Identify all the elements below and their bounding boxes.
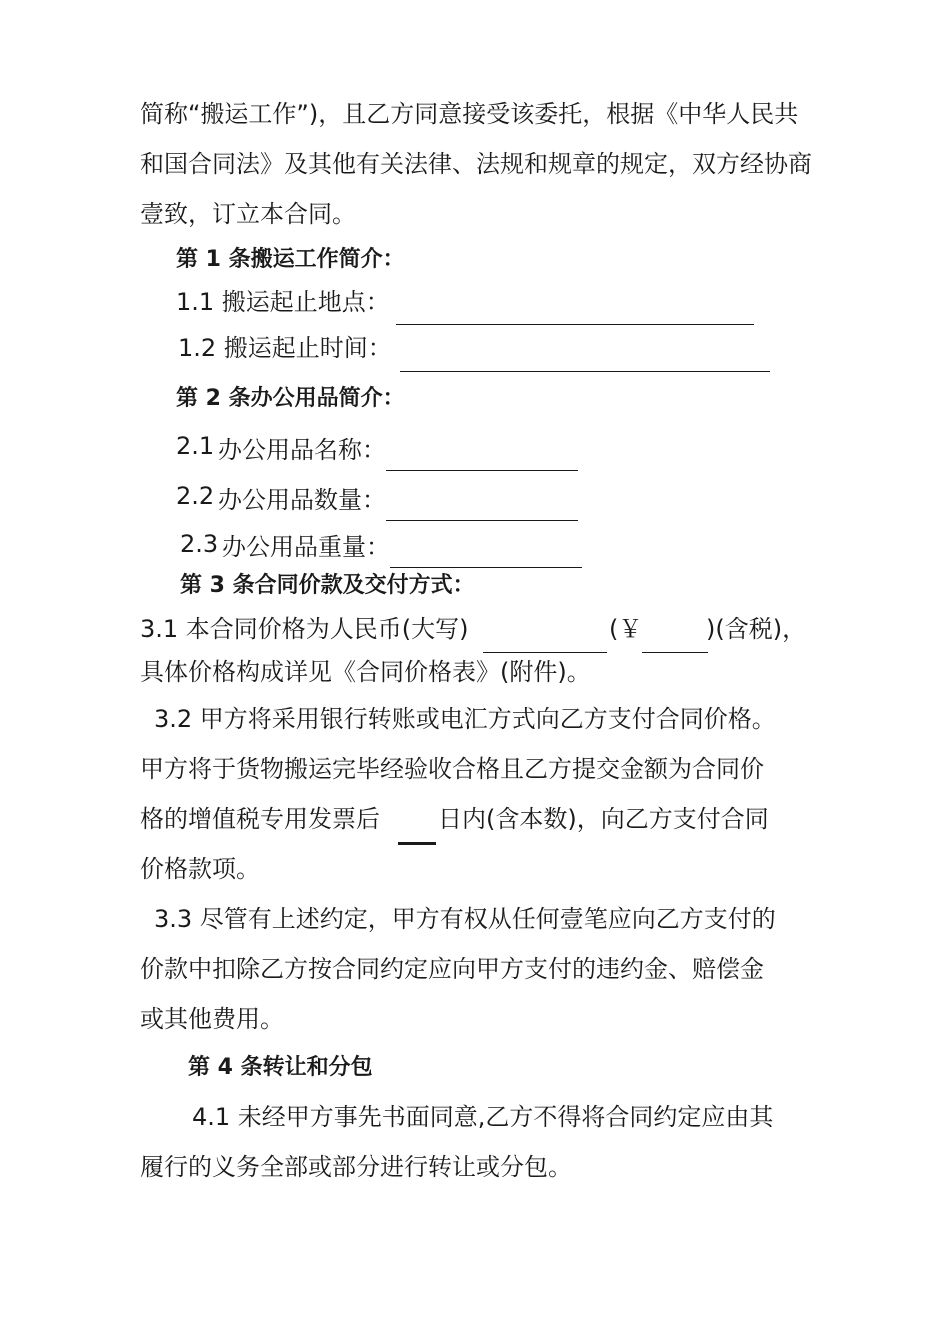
article-3-heading: 第 3 条合同价款及交付方式： (180, 573, 475, 598)
article-2-heading: 第 2 条办公用品简介： (176, 386, 405, 411)
deduction-clause-line-1: 3.3 尽管有上述约定，甲方有权从任何壹笔应向乙方支付的 (154, 905, 776, 933)
deduction-clause-line-2: 价款中扣除乙方按合同约定应向甲方支付的违约金、赔偿金 (140, 955, 764, 983)
article-1-item-2: 1.2 搬运起止时间： (178, 334, 392, 362)
article-2-item-2-number: 2.2 (176, 482, 215, 510)
blank-line-location (396, 324, 754, 325)
transfer-clause-line-2: 履行的义务全部或部分进行转让或分包。 (140, 1153, 572, 1181)
blank-line-time (400, 371, 770, 372)
price-clause-part-3: )(含税)， (706, 615, 807, 643)
article-2-item-1-label: 办公用品名称： (218, 436, 386, 464)
blank-line-weight (390, 567, 582, 568)
payment-clause-line-1: 3.2 甲方将采用银行转账或电汇方式向乙方支付合同价格。 (154, 705, 776, 733)
blank-line-quantity (386, 520, 578, 521)
article-4-heading: 第 4 条转让和分包 (188, 1055, 373, 1080)
intro-line-2: 和国合同法》及其他有关法律、法规和规章的规定，双方经协商 (140, 150, 812, 178)
price-clause-part-1: 3.1 本合同价格为人民币(大写) (140, 615, 469, 643)
blank-line-days (398, 842, 436, 845)
deduction-clause-line-3: 或其他费用。 (140, 1005, 284, 1033)
intro-line-3: 壹致，订立本合同。 (140, 200, 356, 228)
article-2-item-1-number: 2.1 (176, 432, 215, 460)
blank-line-price-figure (642, 652, 708, 653)
article-1-item-1: 1.1 搬运起止地点： (176, 288, 390, 316)
payment-clause-line-3a: 格的增值税专用发票后 (140, 805, 380, 833)
payment-clause-line-3b: 日内(含本数)，向乙方支付合同 (438, 805, 769, 833)
payment-clause-line-4: 价格款项。 (140, 855, 260, 883)
article-2-item-2-label: 办公用品数量： (218, 486, 386, 514)
blank-line-price-words (483, 652, 607, 653)
article-1-heading: 第 1 条搬运工作简介： (176, 247, 405, 272)
price-clause-line-2: 具体价格构成详见《合同价格表》(附件)。 (140, 658, 591, 686)
article-2-item-3-label: 办公用品重量： (222, 533, 390, 561)
blank-line-name (386, 470, 578, 471)
transfer-clause-line-1: 4.1 未经甲方事先书面同意,乙方不得将合同约定应由其 (192, 1103, 774, 1131)
payment-clause-line-2: 甲方将于货物搬运完毕经验收合格且乙方提交金额为合同价 (140, 755, 764, 783)
intro-line-1: 简称“搬运工作”)，且乙方同意接受该委托，根据《中华人民共 (140, 100, 799, 128)
article-2-item-3-number: 2.3 (180, 530, 219, 558)
price-clause-part-2: (￥ (609, 615, 643, 643)
